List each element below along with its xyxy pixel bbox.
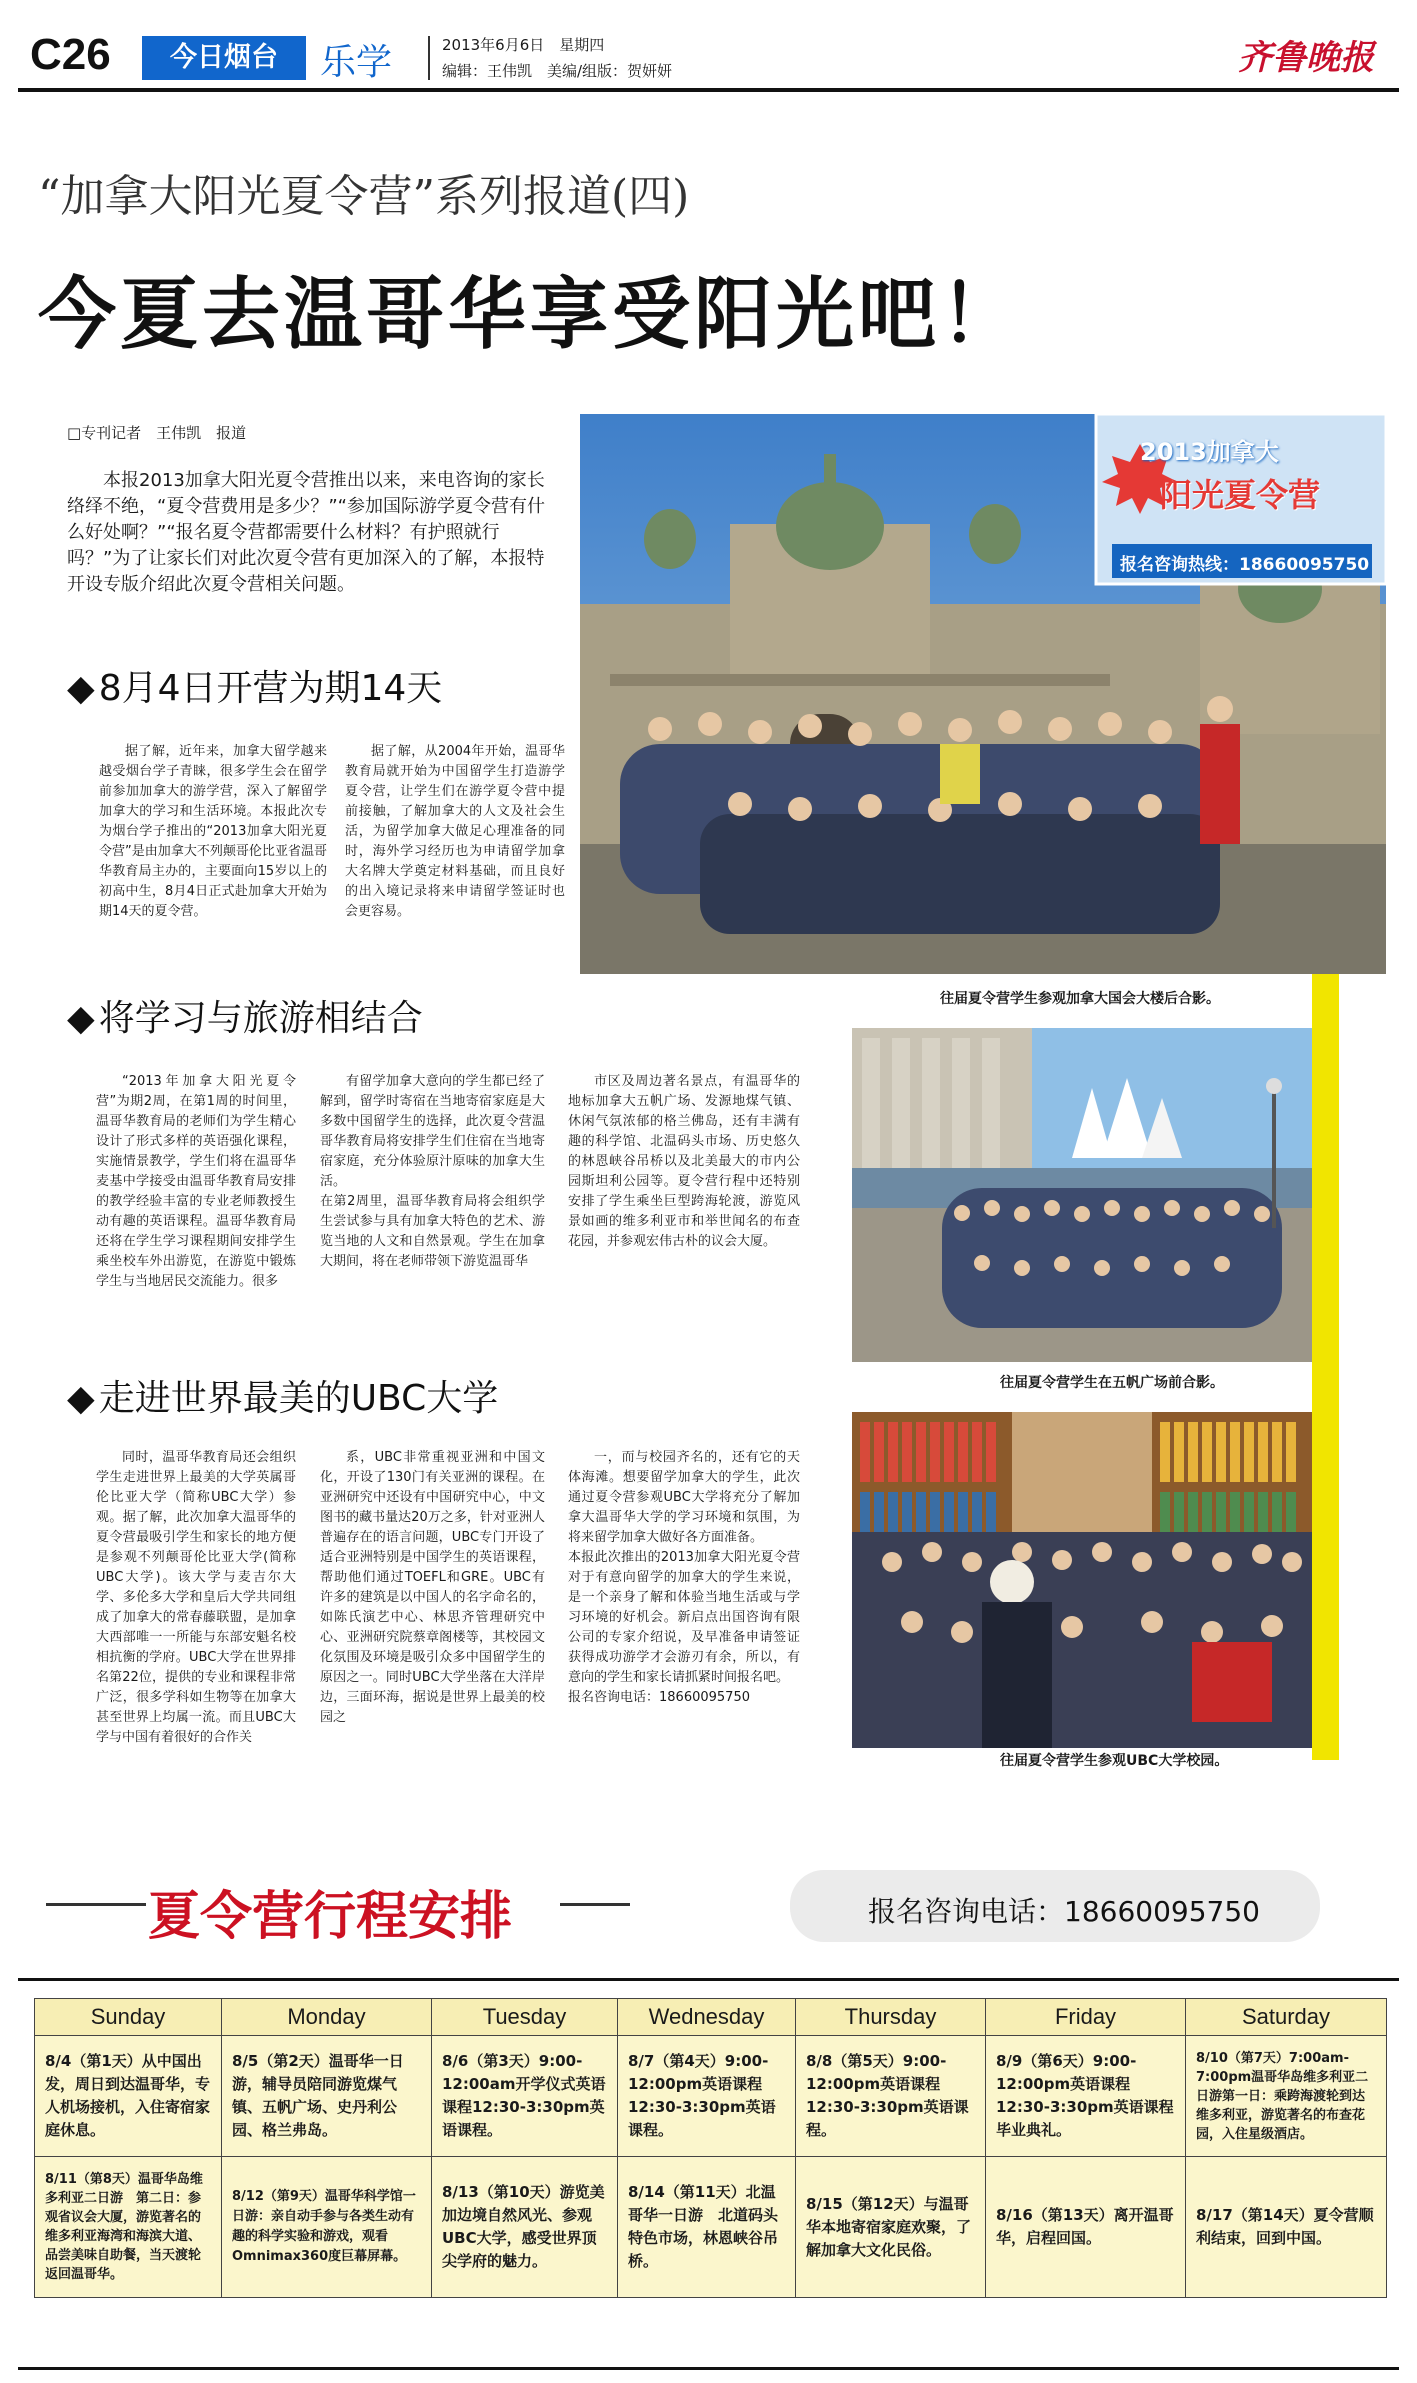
photo-caption-1: 往届夏令营学生参观加拿大国会大楼后合影。 [940, 991, 1220, 1007]
section-heading-2: ◆ 将学习与旅游相结合 [67, 990, 423, 1041]
column-text: 同时，温哥华教育局还会组织学生走进世界上最美的大学英属哥伦比亚大学（简称UBC大学）参观。据了解，此次加拿大温哥华的夏令营最吸引学生和家长的地方便是参观不列颠哥伦比亚大学(简称UBC大学)。该大学与麦吉尔大学、多伦多大学和皇后大学共同组成了加拿大的常春藤联盟，是加拿大西部唯一一所能与东部安魁名校相抗衡的学府。UBC大学在世界排名第22位，提供的专业和课程非常广泛，很多学科如生物等在加拿大甚至世界上均属一流。而且UBC大学与中国有着很好的合作关 [96, 1450, 296, 1745]
schedule-cell: 8/13（第10天）游览美加边境自然风光、参观UBC大学，感受世界顶尖学府的魅力。 [432, 2157, 618, 2298]
schedule-cell: 8/15（第12天）与温哥华本地寄宿家庭欢聚，了解加拿大文化民俗。 [796, 2157, 986, 2298]
schedule-cell: 8/5（第2天）温哥华一日游，辅导员陪同游览煤气镇、五帆广场、史丹利公园、格兰弗岛。 [222, 2036, 432, 2157]
editor-credit: 编辑：王伟凯 美编/组版：贺妍妍 [442, 62, 673, 80]
column-text: 一，而与校园齐名的，还有它的天体海滩。想要留学加拿大的学生，此次通过夏令营参观UBC大学将充分了解加拿大温哥华大学的学习环境和氛围，为将来留学加拿大做好各方面准备。 本报此次推出的2013加拿大阳光夏令营对于有意向留学的加拿大的学生来说，是一个亲身了解和体验当地生活或与学习环境的好机会。新启点出国咨询有限公司的专家介绍说，及早准备申请签证获得成功游学才会游刃有余，所以，有意向的学生和家长请抓紧时间报名吧。 报名咨询电话：18660095750 [568, 1450, 800, 1705]
five-sails-photo-art [852, 1028, 1312, 1362]
schedule-cell: 8/12（第9天）温哥华科学馆一日游：亲自动手参与各类生动有趣的科学实验和游戏，观看Omnimax360度巨幕屏幕。 [222, 2157, 432, 2298]
schedule-week-row [35, 2036, 1387, 2157]
ubc-campus-photo [852, 1412, 1312, 1748]
five-sails-group-photo [852, 1028, 1312, 1362]
weekday-header: Saturday [1186, 1999, 1387, 2036]
schedule-title: 夏令营行程安排 [148, 1887, 513, 1947]
weekday-header: Wednesday [618, 1999, 796, 2036]
masthead-rule [18, 88, 1399, 92]
schedule-cell: 8/4（第1天）从中国出发，周日到达温哥华，专人机场接机，入住寄宿家庭休息。 [35, 2036, 222, 2157]
weekday-header: Tuesday [432, 1999, 618, 2036]
schedule-title-rule-left [46, 1903, 146, 1906]
column-text: 系，UBC非常重视亚洲和中国文化，开设了130门有关亚洲的课程。在亚洲研究中还设有中国研究中心，中文图书的藏书量达20万之多，针对亚洲人普遍存在的语言问题，UBC专门开设了适合亚洲特别是中国学生的英语课程，帮助他们通过TOEFL和GRE。UBC有许多的建筑是以中国人的名字命名的，如陈氏演艺中心、林思齐管理研究中心、亚洲研究院蔡章阁楼等，其校园文化氛围及环境是吸引众多中国留学生的原因之一。同时UBC大学坐落在大洋岸边，三面环海，据说是世界上最美的校园之 [320, 1450, 545, 1725]
main-headline: 今夏去温哥华享受阳光吧！ [38, 270, 1023, 360]
section-3-column-1 [96, 1448, 296, 1748]
banner-title-2: 阳光夏令营 [1160, 476, 1321, 514]
photo-caption-3: 往届夏令营学生参观UBC大学校园。 [1000, 1753, 1229, 1769]
ubc-photo-art [852, 1412, 1312, 1748]
schedule-cell: 8/8（第5天）9:00-12:00pm英语课程12:30-3:30pm英语课程。 [796, 2036, 986, 2157]
weekday-header: Sunday [35, 1999, 222, 2036]
schedule-header-row [35, 1999, 1387, 2036]
section-heading-1: ◆ 8月4日开营为期14天 [67, 660, 442, 711]
parliament-group-photo [580, 414, 1386, 974]
section-1-column-1 [99, 742, 327, 922]
masthead-divider [428, 36, 430, 80]
page-number: C26 [30, 30, 111, 79]
schedule-cell: 8/7（第4天）9:00-12:00pm英语课程12:30-3:30pm英语课程。 [618, 2036, 796, 2157]
schedule-cell: 8/6（第3天）9:00-12:00am开学仪式英语课程12:30-3:30pm英语课程。 [432, 2036, 618, 2157]
section-label: 今日烟台 [142, 36, 306, 80]
schedule-cell: 8/11（第8天）温哥华岛维多利亚二日游 第二日：参观省议会大厦，游览著名的维多利亚海湾和海滨大道、品尝美味自助餐，当天渡轮返回温哥华。 [35, 2157, 222, 2298]
byline: □专刊记者 王伟凯 报道 [67, 424, 247, 442]
schedule-cell: 8/14（第11天）北温哥华一日游 北道码头特色市场，林恩峡谷吊桥。 [618, 2157, 796, 2298]
schedule-week-row [35, 2157, 1387, 2298]
weekday-header: Monday [222, 1999, 432, 2036]
weekday-header: Friday [986, 1999, 1186, 2036]
section-1-column-2 [345, 742, 565, 922]
banner-phone: 报名咨询热线：18660095750 [1120, 555, 1370, 575]
column-label: 乐学 [320, 42, 393, 83]
column-text: 据了解，近年来，加拿大留学越来越受烟台学子青睐，很多学生会在留学前参加加拿大的游学营，深入了解留学加拿大的学习和生活环境。本报此次专为烟台学子推出的“2013加拿大阳光夏令营”是由加拿大不列颠哥伦比亚省温哥华教育局主办的，主要面向15岁以上的初高中生，8月4日正式赴加拿大开始为期14天的夏令营。 [99, 744, 327, 919]
section-2-column-1 [96, 1072, 296, 1292]
caption-band [1312, 960, 1339, 1760]
section-3-column-3 [568, 1448, 800, 1708]
column-text: 市区及周边著名景点，有温哥华的地标加拿大五帆广场、发源地煤气镇、休闲气氛浓郁的格兰佛岛，还有丰满有趣的科学馆、北温码头市场、历史悠久的林恩峡谷吊桥以及北美最大的市内公园斯坦利公园等。夏令营行程中还特别安排了学生乘坐巨型跨海轮渡，游览风景如画的维多利亚市和举世闻名的布查花园，并参观宏伟古朴的议会大厦。 [568, 1074, 800, 1249]
section-heading-3: ◆ 走进世界最美的UBC大学 [67, 1370, 498, 1421]
schedule-title-rule-right [560, 1903, 630, 1906]
schedule-cell: 8/16（第13天）离开温哥华，启程回国。 [986, 2157, 1186, 2298]
column-text: 有留学加拿大意向的学生都已经了解到，留学时寄宿在当地寄宿家庭是大多数中国留学生的选择，此次夏令营温哥华教育局将安排学生们住宿在当地寄宿家庭，充分体验原汁原味的加拿大生活。 在第2周里，温哥华教育局将会组织学生尝试参与具有加拿大特色的艺术、游览当地的人文和自然景观。学生在加拿大期间，将在老师带领下游览温哥华 [320, 1074, 545, 1269]
section-2-column-2 [320, 1072, 545, 1272]
newspaper-logo: 齐鲁晚报 [1238, 38, 1374, 78]
schedule-table [34, 1998, 1387, 2298]
banner-title-1: 2013加拿大 [1140, 438, 1279, 466]
weekday-header: Thursday [796, 1999, 986, 2036]
issue-date: 2013年6月6日 星期四 [442, 36, 605, 54]
schedule-phone: 报名咨询电话：18660095750 [868, 1895, 1260, 1928]
column-text: 据了解，从2004年开始，温哥华教育局就开始为中国留学生打造游学夏令营，让学生们在游学夏令营中提前接触，了解加拿大的人文及社会生活，为留学加拿大做足心理准备的同时，海外学习经历也为申请留学加拿大名牌大学奠定材料基础，而且良好的出入境记录将来申请留学签证时也会更容易。 [345, 744, 565, 919]
photo-caption-2: 往届夏令营学生在五帆广场前合影。 [1000, 1375, 1224, 1391]
column-text: “2013年加拿大阳光夏令营”为期2周，在第1周的时间里，温哥华教育局的老师们为学生精心设计了形式多样的英语强化课程，实施情景教学，学生们将在温哥华麦基中学接受由温哥华教育局安排的教学经验丰富的专业老师教授生动有趣的英语课程。温哥华教育局还将在学生学习课程期间安排学生乘坐校车外出游览，在游览中锻炼学生与当地居民交流能力。很多 [96, 1074, 296, 1289]
schedule-cell: 8/10（第7天）7:00am-7:00pm温哥华岛维多利亚二日游第一日：乘跨海渡轮到达维多利亚，游览著名的布查花园，入住星级酒店。 [1186, 2036, 1387, 2157]
section-3-column-2 [320, 1448, 545, 1728]
schedule-cell: 8/9（第6天）9:00-12:00pm英语课程12:30-3:30pm英语课程毕业典礼。 [986, 2036, 1186, 2157]
schedule-cell: 8/17（第14天）夏令营顺利结束，回到中国。 [1186, 2157, 1387, 2298]
intro-paragraph: 本报2013加拿大阳光夏令营推出以来，来电咨询的家长络绎不绝，“夏令营费用是多少？”“参加国际游学夏令营有什么好处啊？”“报名夏令营都需要什么材料？有护照就行吗？”为了让家长们对此次夏令营有更加深入的了解，本报特开设专版介绍此次夏令营相关问题。 [67, 470, 545, 595]
series-title: “加拿大阳光夏令营”系列报道(四) [38, 171, 690, 222]
section-2-column-3 [568, 1072, 800, 1252]
